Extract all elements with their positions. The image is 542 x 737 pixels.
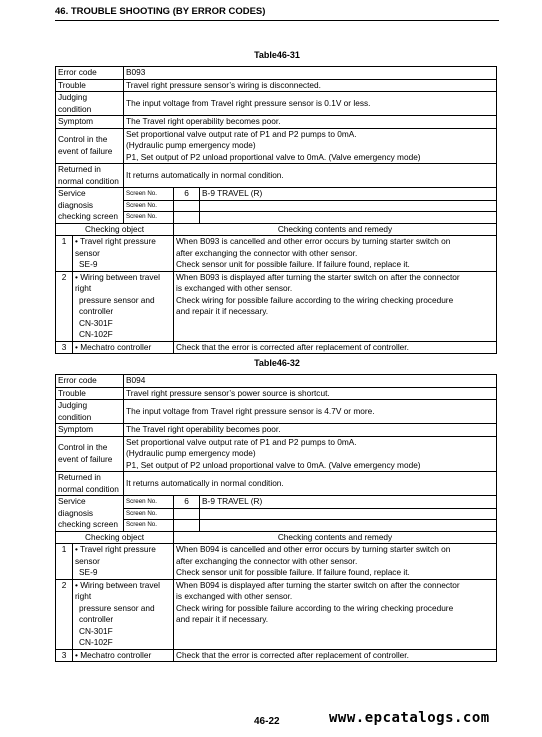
checking-header-row	[56, 223, 497, 236]
symptom-label: Symptom	[56, 116, 124, 129]
checking-object-header: Checking object	[56, 531, 174, 544]
label-line: normal condition	[58, 175, 119, 186]
object-line: SE-9	[79, 259, 98, 269]
symptom-label: Symptom	[56, 424, 124, 437]
screen-no-label: Screen No.	[124, 188, 174, 201]
label-line: Control in the	[58, 134, 108, 145]
control-line: (Hydraulic pump emergency mode)	[126, 448, 256, 458]
control-line: P1, Set output of P2 unload proportional valve to 0mA. (Valve emergency mode)	[126, 151, 421, 162]
checking-row	[56, 544, 497, 580]
table-caption: Table46-32	[254, 358, 300, 368]
label-line: Returned in	[58, 472, 101, 482]
remedy-line: Check sensor unit for possible failure. If failure found, replace it.	[176, 259, 410, 269]
judging-label	[56, 92, 124, 116]
remedy-line: Check wiring for possible failure according to the wiring checking procedure	[176, 602, 454, 613]
checking-row	[56, 236, 497, 272]
error-code-row	[56, 375, 497, 388]
checking-row	[56, 579, 497, 649]
object-line: CN-102F	[79, 637, 113, 647]
screen-name-empty	[200, 520, 497, 531]
checking-row	[56, 649, 497, 662]
checking-remedy	[174, 544, 497, 580]
screen-name-empty	[200, 212, 497, 223]
control-line: Set proportional valve output rate of P1 and P2 pumps to 0mA.	[126, 128, 357, 139]
label-line: event of failure	[58, 145, 113, 156]
checking-contents-header: Checking contents and remedy	[174, 531, 497, 544]
judging-value: The input voltage from Travel right pressure sensor is 4.7V or more.	[124, 400, 497, 424]
trouble-row	[56, 387, 497, 400]
object-line: pressure sensor and controller	[79, 602, 155, 624]
checking-object	[73, 579, 174, 649]
object-line: CN-102F	[79, 329, 113, 339]
error-table-b093	[55, 66, 497, 354]
label-line: Returned in	[58, 164, 101, 174]
label-line: diagnosis	[58, 199, 94, 210]
service-row	[56, 496, 497, 509]
object-line: • Travel right pressure sensor	[75, 544, 156, 566]
object-line: • Wiring between travel right	[75, 271, 160, 293]
remedy-line: after exchanging the connector with other sensor.	[176, 555, 358, 566]
remedy-line: Check wiring for possible failure according to the wiring checking procedure	[176, 294, 454, 305]
remedy-line: When B094 is cancelled and other error occurs by turning starter switch on	[176, 544, 451, 554]
remedy-line: is exchanged with other sensor.	[176, 591, 293, 601]
trouble-row	[56, 79, 497, 92]
checking-remedy: Check that the error is corrected after replacement of controller.	[174, 649, 497, 662]
checking-contents-header: Checking contents and remedy	[174, 223, 497, 236]
checking-row	[56, 271, 497, 341]
remedy-line: after exchanging the connector with other sensor.	[176, 247, 358, 258]
checking-remedy	[174, 271, 497, 341]
returned-value: It returns automatically in normal condition.	[124, 164, 497, 188]
row-number: 3	[56, 341, 73, 354]
row-number: 1	[56, 236, 73, 272]
checking-row	[56, 341, 497, 354]
control-line: (Hydraulic pump emergency mode)	[126, 140, 256, 150]
object-line: pressure sensor and controller	[79, 294, 155, 316]
trouble-value: Travel right pressure sensor’s wiring is disconnected.	[124, 79, 497, 92]
returned-row	[56, 164, 497, 188]
error-code-label: Error code	[56, 67, 124, 80]
remedy-line: When B093 is displayed after turning the starter switch on after the connector	[176, 271, 460, 282]
service-row	[56, 188, 497, 201]
row-number: 3	[56, 649, 73, 662]
website-link[interactable]: www.epcatalogs.com	[329, 710, 490, 726]
screen-no-label: Screen No.	[124, 212, 174, 223]
trouble-value: Travel right pressure sensor’s power source is shortcut.	[124, 387, 497, 400]
control-line: P1, Set output of P2 unload proportional valve to 0mA. (Valve emergency mode)	[126, 459, 421, 470]
control-line: Set proportional valve output rate of P1 and P2 pumps to 0mA.	[126, 436, 357, 447]
screen-name: B-9 TRAVEL (R)	[200, 188, 497, 201]
symptom-value: The Travel right operability becomes poor.	[124, 116, 497, 129]
row-number: 1	[56, 544, 73, 580]
error-code-value: B094	[124, 375, 497, 388]
screen-number-empty	[174, 520, 200, 531]
screen-name: B-9 TRAVEL (R)	[200, 496, 497, 509]
label-line: Judging	[58, 92, 88, 102]
label-line: condition	[58, 103, 92, 114]
returned-value: It returns automatically in normal condition.	[124, 472, 497, 496]
label-line: normal condition	[58, 483, 119, 494]
service-label	[56, 188, 124, 224]
object-line: • Wiring between travel right	[75, 579, 160, 601]
service-label	[56, 496, 124, 532]
table-caption: Table46-31	[254, 50, 300, 60]
returned-row	[56, 472, 497, 496]
label-line: Judging	[58, 400, 88, 410]
checking-object	[73, 544, 174, 580]
label-line: checking screen	[58, 211, 118, 221]
checking-remedy	[174, 236, 497, 272]
screen-number: 6	[174, 188, 200, 201]
control-row	[56, 128, 497, 164]
page-title: 46. TROUBLE SHOOTING (BY ERROR CODES)	[55, 6, 499, 21]
symptom-row	[56, 424, 497, 437]
screen-no-label: Screen No.	[124, 200, 174, 211]
label-line: Service	[58, 496, 86, 506]
remedy-line: Check sensor unit for possible failure. If failure found, replace it.	[176, 567, 410, 577]
remedy-line: and repair it if necessary.	[176, 306, 269, 316]
returned-label	[56, 164, 124, 188]
object-line: CN-301F	[79, 625, 113, 636]
page-number: 46-22	[254, 716, 280, 727]
row-number: 2	[56, 579, 73, 649]
symptom-value: The Travel right operability becomes poor.	[124, 424, 497, 437]
screen-no-label: Screen No.	[124, 508, 174, 519]
object-line: • Travel right pressure sensor	[75, 236, 156, 258]
returned-label	[56, 472, 124, 496]
control-value	[124, 128, 497, 164]
screen-number: 6	[174, 496, 200, 509]
control-row	[56, 436, 497, 472]
trouble-label: Trouble	[56, 79, 124, 92]
label-line: condition	[58, 411, 92, 422]
control-label	[56, 128, 124, 164]
checking-remedy	[174, 579, 497, 649]
label-line: checking screen	[58, 519, 118, 529]
checking-object: • Mechatro controller	[73, 649, 174, 662]
label-line: event of failure	[58, 453, 113, 464]
checking-object	[73, 271, 174, 341]
judging-label	[56, 400, 124, 424]
remedy-line: and repair it if necessary.	[176, 614, 269, 624]
checking-header-row	[56, 531, 497, 544]
object-line: CN-301F	[79, 317, 113, 328]
checking-remedy: Check that the error is corrected after replacement of controller.	[174, 341, 497, 354]
remedy-line: When B094 is displayed after turning the starter switch on after the connector	[176, 579, 460, 590]
screen-name-empty	[200, 508, 497, 519]
judging-row	[56, 400, 497, 424]
screen-name-empty	[200, 200, 497, 211]
error-code-label: Error code	[56, 375, 124, 388]
remedy-line: is exchanged with other sensor.	[176, 283, 293, 293]
judging-value: The input voltage from Travel right pressure sensor is 0.1V or less.	[124, 92, 497, 116]
symptom-row	[56, 116, 497, 129]
trouble-label: Trouble	[56, 387, 124, 400]
label-line: Control in the	[58, 442, 108, 453]
object-line: SE-9	[79, 567, 98, 577]
screen-number-empty	[174, 200, 200, 211]
remedy-line: When B093 is cancelled and other error occurs by turning starter switch on	[176, 236, 451, 246]
control-label	[56, 436, 124, 472]
checking-object: • Mechatro controller	[73, 341, 174, 354]
error-code-row	[56, 67, 497, 80]
screen-no-label: Screen No.	[124, 496, 174, 509]
control-value	[124, 436, 497, 472]
screen-number-empty	[174, 508, 200, 519]
label-line: diagnosis	[58, 507, 94, 518]
judging-row	[56, 92, 497, 116]
screen-number-empty	[174, 212, 200, 223]
checking-object-header: Checking object	[56, 223, 174, 236]
row-number: 2	[56, 271, 73, 341]
error-code-value: B093	[124, 67, 497, 80]
screen-no-label: Screen No.	[124, 520, 174, 531]
checking-object	[73, 236, 174, 272]
label-line: Service	[58, 188, 86, 198]
error-table-b094	[55, 374, 497, 662]
